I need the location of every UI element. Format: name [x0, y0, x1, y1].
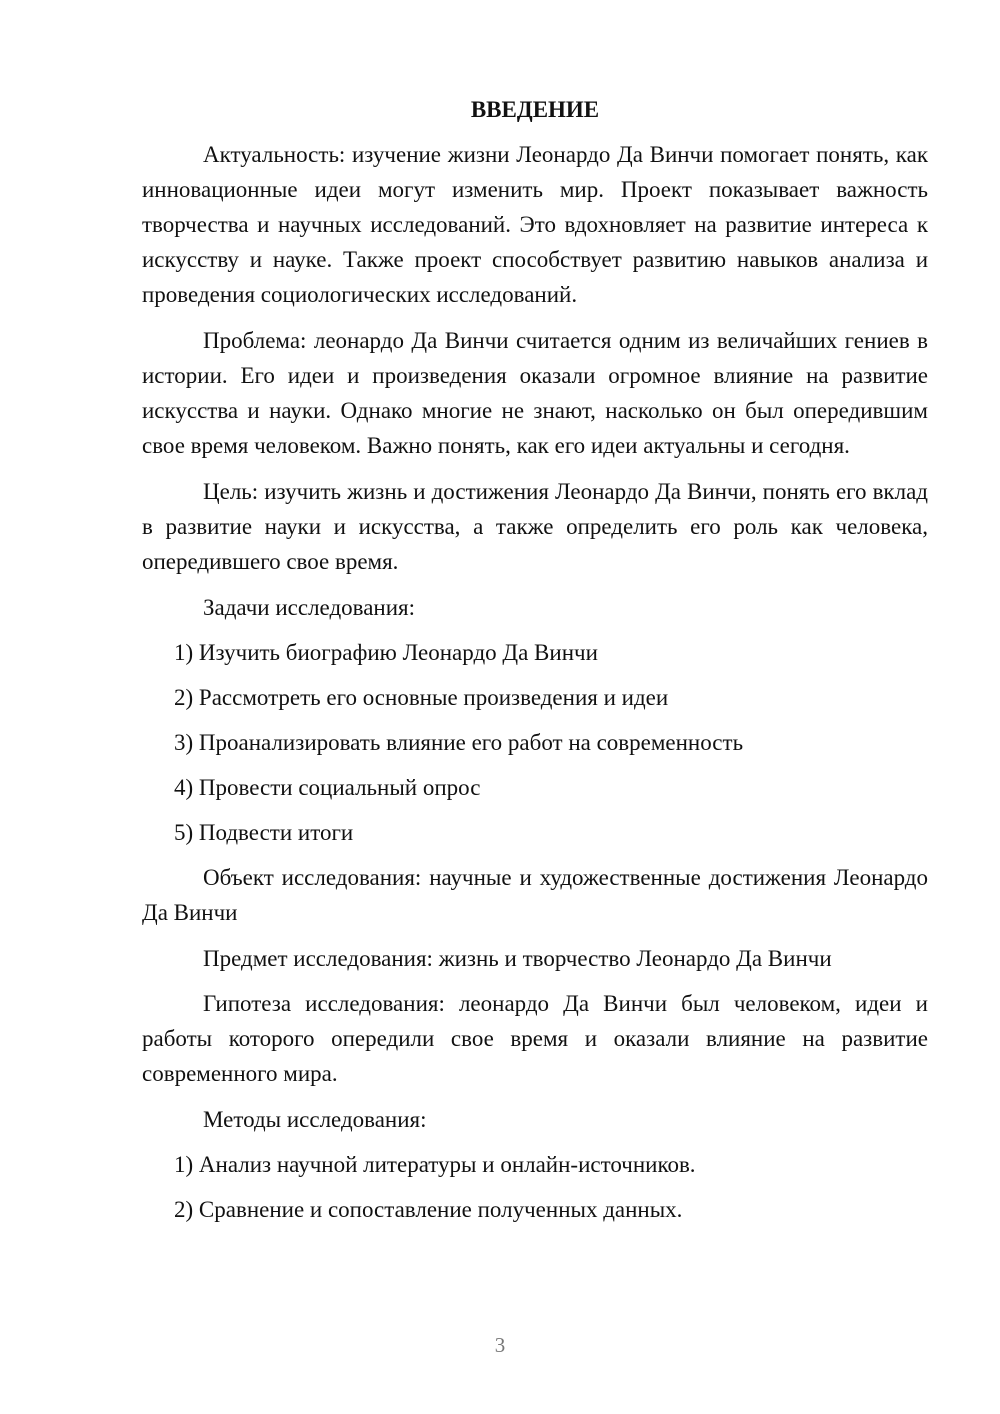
page-number: 3: [494, 1333, 506, 1357]
goal-paragraph: Цель: изучить жизнь и достижения Леонардо Да Винчи, понять его вклад в развитие науки и искусства, а также определить его роль как человека, опередившего свое время.: [142, 479, 928, 574]
methods-label: Методы исследования:: [203, 1107, 427, 1132]
list-item: 1) Изучить биографию Леонардо Да Винчи: [174, 640, 598, 665]
list-item: 5) Подвести итоги: [174, 820, 354, 845]
relevance-paragraph: Актуальность: изучение жизни Леонардо Да Винчи помогает понять, как инновационные идеи могут изменить мир. Проект показывает важность творчества и научных исследований. Это вдохновляет на развитие интереса к искусству и науке. Также проект способствует развитию навыков анализа и проведения социологических исследований.: [142, 142, 928, 307]
methods-list: [142, 1147, 928, 1227]
subject-paragraph: Предмет исследования: жизнь и творчество Леонардо Да Винчи: [203, 946, 832, 971]
tasks-label: Задачи исследования:: [203, 595, 416, 620]
list-item: 3) Проанализировать влияние его работ на современность: [174, 730, 744, 755]
list-item: 4) Провести социальный опрос: [174, 775, 481, 800]
list-item: 1) Анализ научной литературы и онлайн-источников.: [174, 1152, 696, 1177]
tasks-list: [142, 635, 928, 850]
list-item: 2) Сравнение и сопоставление полученных данных.: [174, 1197, 683, 1222]
problem-paragraph: Проблема: леонардо Да Винчи считается одним из величайших гениев в истории. Его идеи и произведения оказали огромное влияние на развитие искусства и науки. Однако многие не знают, насколько он был опередившим свое время человеком. Важно понять, как его идеи актуальны и сегодня.: [142, 328, 928, 458]
list-item: 2) Рассмотреть его основные произведения и идеи: [174, 685, 669, 710]
document-page: [142, 95, 928, 1237]
section-heading: ВВЕДЕНИЕ: [470, 97, 600, 122]
object-paragraph: Объект исследования: научные и художественные достижения Леонардо Да Винчи: [142, 865, 928, 925]
hypothesis-paragraph: Гипотеза исследования: леонардо Да Винчи был человеком, идеи и работы которого опередили свое время и оказали влияние на развитие современного мира.: [142, 991, 928, 1086]
